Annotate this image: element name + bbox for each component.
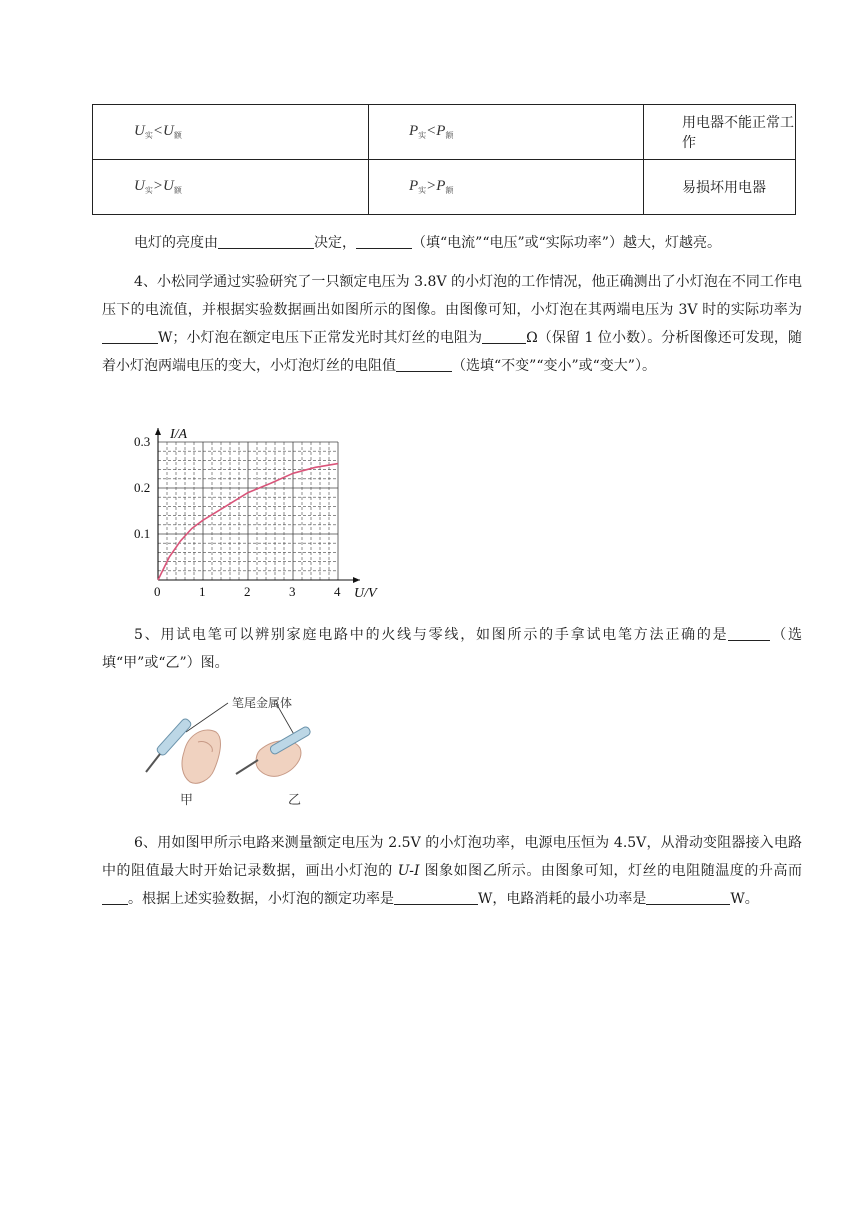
table-row xyxy=(93,160,796,215)
subscript: 实 xyxy=(418,131,427,140)
question-text: 。根据上述实验数据，小灯泡的额定功率是 xyxy=(128,891,394,907)
symbol-u: U xyxy=(162,178,174,194)
question-6 xyxy=(102,829,802,913)
answer-blank[interactable] xyxy=(102,329,158,344)
x-tick-label: 1 xyxy=(199,584,206,599)
x-tick-label: 2 xyxy=(244,584,251,599)
question-5 xyxy=(102,621,802,677)
symbol-p: P xyxy=(409,123,419,139)
figure-label-jia: 甲 xyxy=(180,792,194,807)
question-text: （选填“不变”“变小”或“变大”）。 xyxy=(452,358,656,374)
answer-blank[interactable] xyxy=(356,234,412,249)
question-text: 5、用试电笔可以辨别家庭电路中的火线与零线，如图所示的手拿试电笔方法正确的是 xyxy=(134,627,729,643)
answer-blank[interactable] xyxy=(394,890,478,905)
answer-blank[interactable] xyxy=(102,890,128,905)
y-tick-label: 0.3 xyxy=(134,434,151,449)
brightness-question xyxy=(102,229,802,257)
question-text-italic: U-I xyxy=(397,863,420,879)
result-cell: 用电器不能正常工作 xyxy=(644,105,796,160)
voltage-relation-cell xyxy=(93,160,369,215)
x-axis-label: U/V xyxy=(354,586,377,601)
power-relation-cell xyxy=(369,105,644,160)
question-text: 电灯的亮度由 xyxy=(134,235,218,251)
question-text: （选填“甲”或“乙”）图。 xyxy=(102,627,803,671)
chart-grid xyxy=(158,442,338,580)
chart-labels xyxy=(134,427,378,601)
question-text: （填“电流”“电压”或“实际功率”）越大，灯越亮。 xyxy=(412,235,721,251)
question-text: 4、小松同学通过实验研究了一只额定电压为 3.8V 的小灯泡的工作情况，他正确测出了小灯泡在不同工作电压下的电流值，并根据实验数据画出如图所示的图像。由图像可知，小灯泡在其两端电压为 3V 时的实际功率为 xyxy=(102,274,802,318)
test-pen-figure xyxy=(128,690,328,814)
y-tick-label: 0.1 xyxy=(134,526,151,541)
answer-blank[interactable] xyxy=(396,357,452,372)
subscript: 实 xyxy=(418,186,427,195)
question-text: 决定， xyxy=(314,235,356,251)
subscript: 实 xyxy=(144,186,153,195)
operator: > xyxy=(152,178,163,194)
y-axis-arrow xyxy=(155,428,161,435)
y-axis-label: I/A xyxy=(170,427,188,442)
subscript: 额 xyxy=(173,186,182,195)
question-text: W。 xyxy=(730,891,759,907)
pointer-line xyxy=(186,703,228,732)
result-cell: 易损坏用电器 xyxy=(644,160,796,215)
symbol-u: U xyxy=(134,178,145,194)
operator: < xyxy=(426,123,437,139)
symbol-u: U xyxy=(162,123,174,139)
x-tick-label: 4 xyxy=(334,584,341,599)
operator: > xyxy=(426,178,437,194)
pen-tail-metal-label: 笔尾金属体 xyxy=(232,696,293,710)
comparison-table xyxy=(92,104,796,215)
y-tick-label: 0.2 xyxy=(134,480,151,495)
pen-grip-left-icon xyxy=(146,717,220,783)
x-axis-arrow xyxy=(353,577,360,583)
operator: < xyxy=(152,123,163,139)
table-row xyxy=(93,105,796,160)
subscript: 额 xyxy=(445,186,454,195)
symbol-p: P xyxy=(436,123,446,139)
question-text: 图象如图乙所示。由图象可知，灯丝的电阻随温度的升高而 xyxy=(419,863,803,879)
subscript: 额 xyxy=(445,131,454,140)
figure-label-yi: 乙 xyxy=(288,792,302,807)
question-text: W；小灯泡在额定电压下正常发光时其灯丝的电阻为 xyxy=(158,330,483,346)
answer-blank[interactable] xyxy=(218,234,314,249)
pen-grip-right-icon xyxy=(236,726,312,777)
x-tick-label: 0 xyxy=(154,584,161,599)
power-relation-cell xyxy=(369,160,644,215)
voltage-relation-cell xyxy=(93,105,369,160)
symbol-p: P xyxy=(436,178,446,194)
question-text: W，电路消耗的最小功率是 xyxy=(478,891,647,907)
current-voltage-chart xyxy=(128,420,388,610)
subscript: 额 xyxy=(173,131,182,140)
answer-blank[interactable] xyxy=(646,890,730,905)
symbol-u: U xyxy=(134,123,145,139)
subscript: 实 xyxy=(144,131,153,140)
x-tick-label: 3 xyxy=(289,584,296,599)
answer-blank[interactable] xyxy=(728,626,770,641)
symbol-p: P xyxy=(409,178,419,194)
question-text: 6、用如图甲所示电路来测量额定电压为 2.5V 的小灯泡功率，电源电压恒为 4.5V，从滑动变阻器接入电路中的阻值最大时开始记录数据，画出小灯泡的 xyxy=(102,835,802,879)
question-4 xyxy=(102,268,802,380)
question-text: Ω（保留 1 位小数）。分析图像还可发现，随着小灯泡两端电压的变大，小灯泡灯丝的电阻值 xyxy=(102,330,802,374)
answer-blank[interactable] xyxy=(482,329,526,344)
